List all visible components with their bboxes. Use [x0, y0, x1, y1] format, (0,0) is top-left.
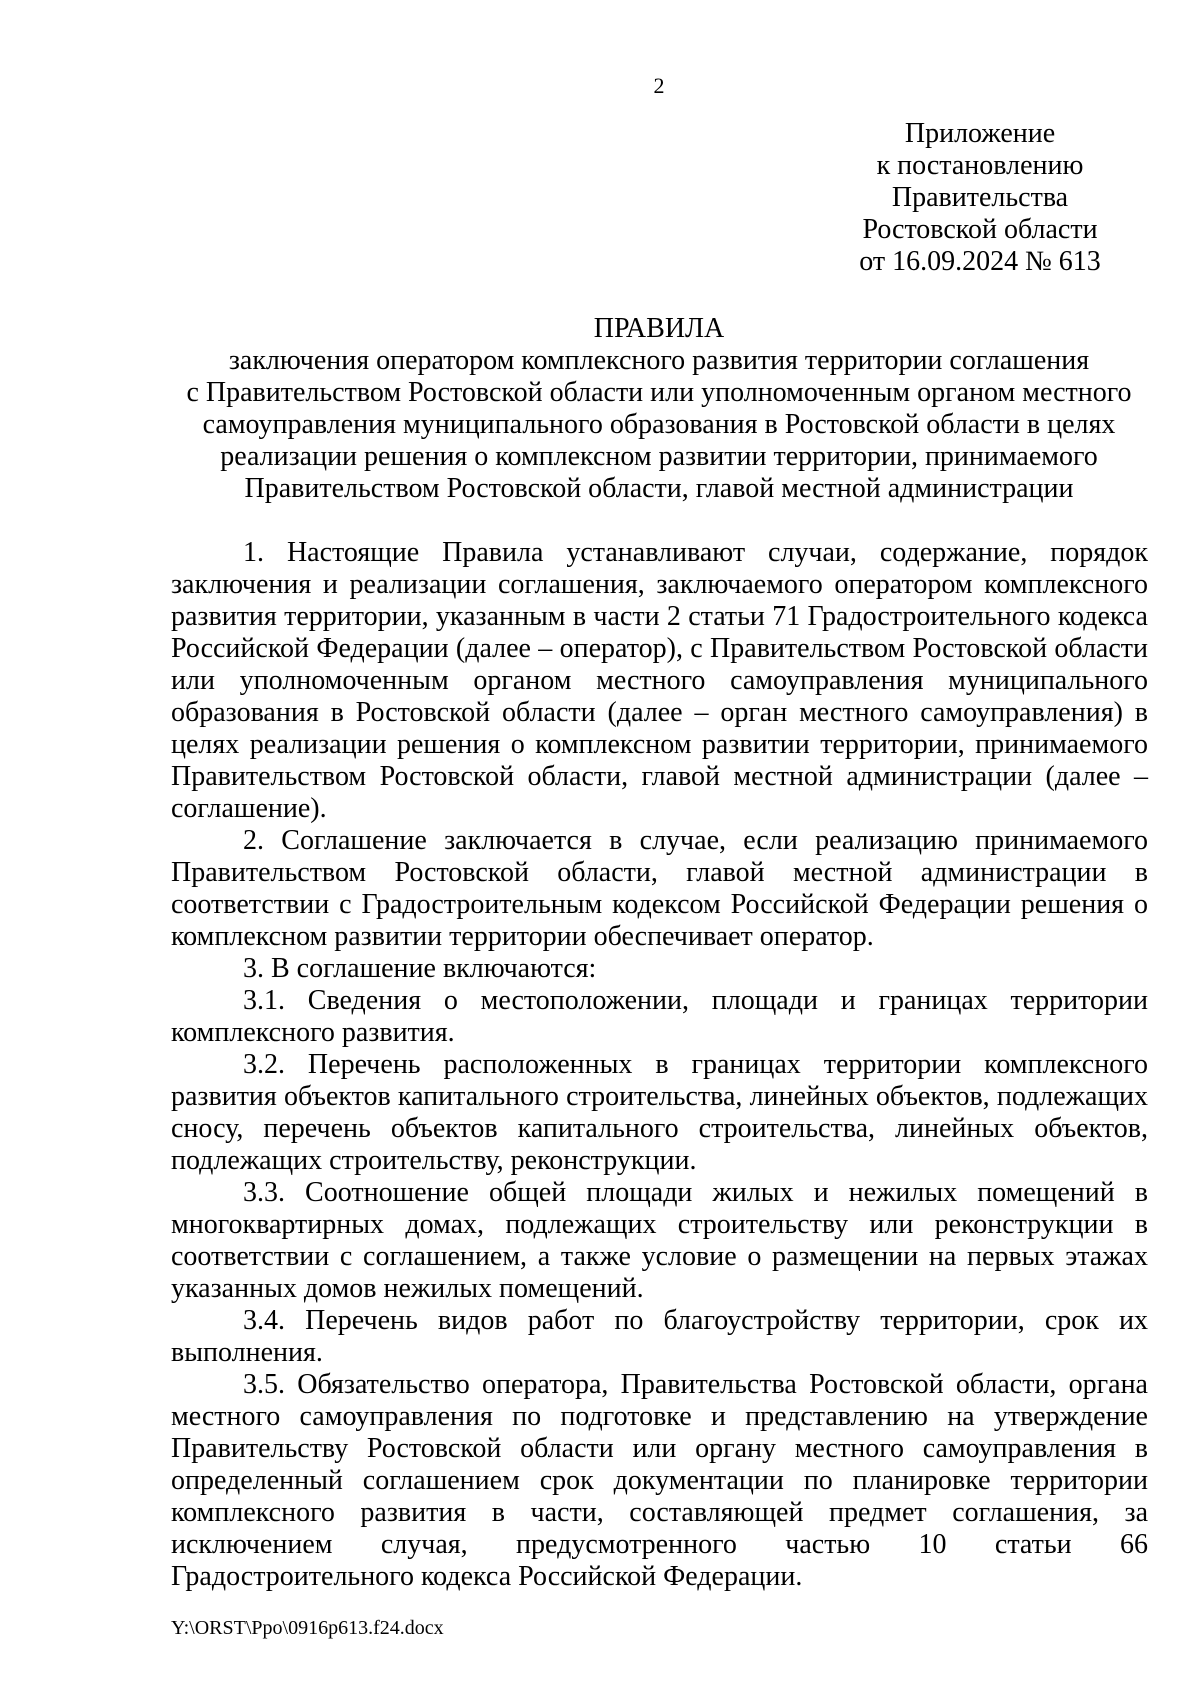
paragraph-3: 3. В соглашение включаются: — [243, 953, 597, 984]
paragraph-3-2: 3.2. Перечень расположенных в границах территории комплексного развития объектов капитального строительства, линейных объектов, подлежащих сносу, перечень объектов капитального строительства, линейных объектов, подлежащих строительству, реконструкции. — [171, 1049, 1148, 1176]
title-block — [170, 313, 1148, 505]
file-path-footer: Y:\ORST\Ppo\0916p613.f24.docx — [171, 1617, 444, 1639]
document-body — [171, 537, 1148, 1593]
paragraph-2: 2. Соглашение заключается в случае, если реализацию принимаемого Правительством Ростовской области, главой местной администрации в соответствии с Градостроительным кодексом Российской Федерации решения о комплексном развитии территории обеспечивает оператор. — [171, 825, 1148, 952]
paragraph-1: 1. Настоящие Правила устанавливают случаи, содержание, порядок заключения и реализации соглашения, заключаемого оператором комплексного развития территории, указанным в части 2 статьи 71 Градостроительного кодекса Российской Федерации (далее – оператор), с Правительством Ростовской области или уполномоченным органом местного самоуправления муниципального образования в Ростовской области (далее – орган местного самоуправления) в целях реализации решения о комплексном развитии территории, принимаемого Правительством Ростовской области, главой местной администрации (далее – соглашение). — [171, 537, 1148, 824]
paragraph-3-5: 3.5. Обязательство оператора, Правительства Ростовской области, органа местного самоуправления по подготовке и представлению на утверждение Правительству Ростовской области или органу местного самоуправления в определенный соглашением срок документации по планировке территории комплексного развития в части, составляющей предмет соглашения, за исключением случая, предусмотренного частью 10 статьи 66 Градостроительного кодекса Российской Федерации. — [171, 1369, 1148, 1592]
page-number: 2 — [653, 73, 665, 98]
subtitle-line: самоуправления муниципального образования в Ростовской области в целях — [202, 409, 1116, 440]
paragraph-3-3: 3.3. Соотношение общей площади жилых и нежилых помещений в многоквартирных домах, подлежащих строительству или реконструкции в соответствии с соглашением, а также условие о размещении на первых этажах указанных домов нежилых помещений. — [171, 1177, 1148, 1304]
appendix-block — [840, 118, 1120, 278]
subtitle-line: Правительством Ростовской области, главой местной администрации — [244, 473, 1074, 504]
appendix-line: Приложение — [904, 118, 1056, 149]
document-subtitle — [170, 345, 1148, 505]
subtitle-line: реализации решения о комплексном развитии территории, принимаемого — [220, 441, 1098, 472]
appendix-line: Ростовской области — [862, 214, 1098, 245]
paragraph-3-4: 3.4. Перечень видов работ по благоустройству территории, срок их выполнения. — [171, 1305, 1148, 1368]
document-title: ПРАВИЛА — [593, 313, 725, 344]
subtitle-line: с Правительством Ростовской области или уполномоченным органом местного — [186, 377, 1132, 408]
appendix-line: Правительства — [891, 182, 1069, 213]
paragraph-3-1: 3.1. Сведения о местоположении, площади и границах территории комплексного развития. — [171, 985, 1148, 1048]
appendix-line: от 16.09.2024 № 613 — [859, 246, 1101, 277]
subtitle-line: заключения оператором комплексного развития территории соглашения — [228, 345, 1090, 376]
appendix-line: к постановлению — [876, 150, 1084, 181]
